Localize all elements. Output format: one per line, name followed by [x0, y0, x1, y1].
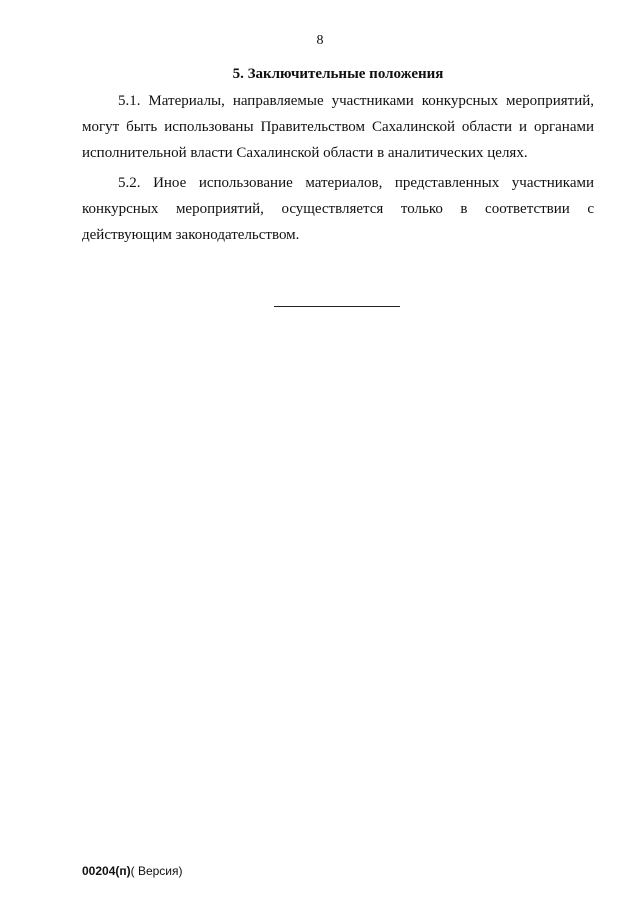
page-number: 8	[316, 33, 324, 48]
footer-document-code: 00204(п)	[82, 864, 131, 878]
section-heading: 5. Заключительные положения	[232, 66, 444, 82]
paragraph-5-2: 5.2. Иное использование материалов, представленных участниками конкурсных мероприятий, осуществляется только в соответствии с действующим законодательством.	[82, 175, 594, 243]
paragraph-5-1: 5.1. Материалы, направляемые участниками конкурсных мероприятий, могут быть использованы Правительством Сахалинской области и органами исполнительной власти Сахалинской области в аналитических целях.	[82, 93, 594, 161]
document-body	[82, 62, 594, 252]
document-footer-code	[82, 864, 183, 878]
footer-version-label: ( Версия)	[130, 864, 183, 878]
closing-divider	[274, 306, 400, 307]
